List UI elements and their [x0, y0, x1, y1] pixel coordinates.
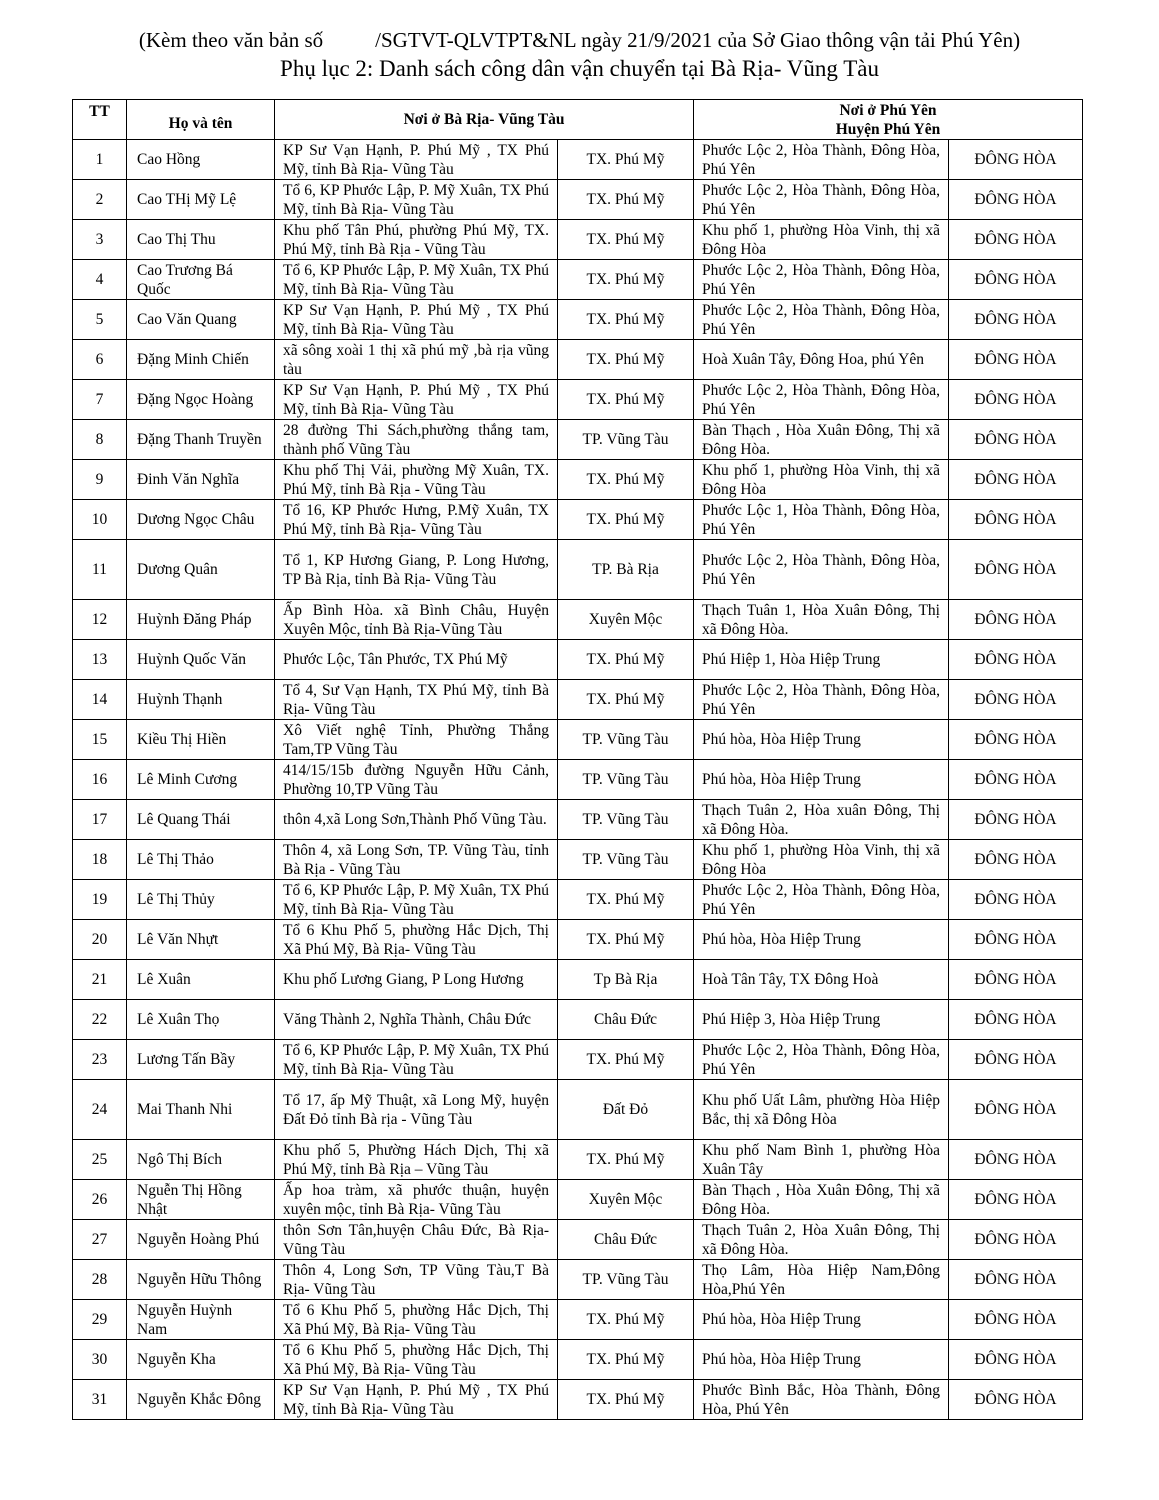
cell-brvt-address: KP Sư Vạn Hạnh, P. Phú Mỹ , TX Phú Mỹ, tỉnh Bà Rịa- Vũng Tàu [275, 140, 558, 180]
cell-name: Cao THị Mỹ Lệ [127, 180, 275, 220]
citizen-list-table [72, 99, 1083, 1420]
cell-py-address: Phước Lộc 2, Hòa Thành, Đông Hòa, Phú Yên [694, 1040, 949, 1080]
cell-name: Nguyễn Hữu Thông [127, 1260, 275, 1300]
cell-tt: 12 [73, 600, 127, 640]
cell-brvt-district: TX. Phú Mỹ [558, 380, 694, 420]
cell-py-district: ĐÔNG HÒA [949, 1300, 1083, 1340]
cell-name: Lê Thị Thảo [127, 840, 275, 880]
cell-py-district: ĐÔNG HÒA [949, 340, 1083, 380]
cell-brvt-address: Tổ 1, KP Hương Giang, P. Long Hương, TP Bà Rịa, tỉnh Bà Rịa- Vũng Tàu [275, 540, 558, 600]
cell-brvt-district: Châu Đức [558, 1220, 694, 1260]
cell-name: Lê Minh Cương [127, 760, 275, 800]
cell-py-address: Thạch Tuân 1, Hòa Xuân Đông, Thị xã Đông Hòa. [694, 600, 949, 640]
cell-py-district: ĐÔNG HÒA [949, 260, 1083, 300]
table-row [73, 500, 1083, 540]
table-row [73, 800, 1083, 840]
cell-brvt-address: Khu phố Lương Giang, P Long Hương [275, 960, 558, 1000]
cell-py-district: ĐÔNG HÒA [949, 840, 1083, 880]
cell-brvt-address: Thôn 4, xã Long Sơn, TP. Vũng Tàu, tỉnh Bà Rịa - Vũng Tàu [275, 840, 558, 880]
cell-tt: 5 [73, 300, 127, 340]
cell-py-address: Phước Lộc 2, Hòa Thành, Đông Hòa, Phú Yên [694, 380, 949, 420]
cell-brvt-district: Đất Đỏ [558, 1080, 694, 1140]
cell-brvt-district: TX. Phú Mỹ [558, 300, 694, 340]
cell-py-address: Khu phố 1, phường Hòa Vinh, thị xã Đông Hòa [694, 840, 949, 880]
cell-py-address: Hoà Tân Tây, TX Đông Hoà [694, 960, 949, 1000]
cell-name: Ngô Thị Bích [127, 1140, 275, 1180]
reference-prefix: (Kèm theo văn bản số [138, 28, 324, 52]
cell-py-address: Thạch Tuân 2, Hòa Xuân Đông, Thị xã Đông Hòa. [694, 1220, 949, 1260]
cell-py-address: Phước Lộc 2, Hòa Thành, Đông Hòa, Phú Yên [694, 180, 949, 220]
cell-py-address: Phú hòa, Hòa Hiệp Trung [694, 1300, 949, 1340]
header-brvt-address: Nơi ở Bà Rịa- Vũng Tàu [275, 100, 694, 140]
cell-py-district: ĐÔNG HÒA [949, 1340, 1083, 1380]
header-py-line1: Nơi ở Phú Yên [839, 101, 937, 119]
cell-brvt-district: TX. Phú Mỹ [558, 340, 694, 380]
cell-tt: 19 [73, 880, 127, 920]
cell-brvt-address: Văng Thành 2, Nghĩa Thành, Châu Đức [275, 1000, 558, 1040]
cell-tt: 15 [73, 720, 127, 760]
cell-tt: 3 [73, 220, 127, 260]
table-row [73, 140, 1083, 180]
cell-py-district: ĐÔNG HÒA [949, 220, 1083, 260]
cell-name: Đinh Văn Nghĩa [127, 460, 275, 500]
cell-py-district: ĐÔNG HÒA [949, 880, 1083, 920]
cell-py-district: ĐÔNG HÒA [949, 1260, 1083, 1300]
cell-tt: 27 [73, 1220, 127, 1260]
cell-name: Lê Xuân Thọ [127, 1000, 275, 1040]
table-row [73, 1040, 1083, 1080]
cell-brvt-district: TP. Vũng Tàu [558, 720, 694, 760]
cell-py-address: Phú hòa, Hòa Hiệp Trung [694, 720, 949, 760]
cell-tt: 16 [73, 760, 127, 800]
cell-py-district: ĐÔNG HÒA [949, 920, 1083, 960]
cell-brvt-address: Khu phố Tân Phú, phường Phú Mỹ, TX. Phú Mỹ, tỉnh Bà Rịa - Vũng Tàu [275, 220, 558, 260]
cell-brvt-address: 28 đường Thi Sách,phường thắng tam, thành phố Vũng Tàu [275, 420, 558, 460]
cell-brvt-address: Thôn 4, Long Sơn, TP Vũng Tàu,T Bà Rịa- Vũng Tàu [275, 1260, 558, 1300]
cell-tt: 23 [73, 1040, 127, 1080]
cell-brvt-district: TX. Phú Mỹ [558, 1340, 694, 1380]
cell-brvt-district: TX. Phú Mỹ [558, 500, 694, 540]
cell-py-district: ĐÔNG HÒA [949, 720, 1083, 760]
table-row [73, 260, 1083, 300]
cell-py-address: Phú hòa, Hòa Hiệp Trung [694, 760, 949, 800]
cell-name: Lương Tấn Bầy [127, 1040, 275, 1080]
cell-tt: 17 [73, 800, 127, 840]
cell-name: Lê Xuân [127, 960, 275, 1000]
cell-py-address: Khu phố Uất Lâm, phường Hòa Hiệp Bắc, thị xã Đông Hòa [694, 1080, 949, 1140]
cell-py-district: ĐÔNG HÒA [949, 800, 1083, 840]
cell-brvt-district: TX. Phú Mỹ [558, 1040, 694, 1080]
cell-name: Nguyễn Khắc Đông [127, 1380, 275, 1420]
cell-py-district: ĐÔNG HÒA [949, 640, 1083, 680]
cell-py-address: Phước Lộc 2, Hòa Thành, Đông Hòa, Phú Yên [694, 880, 949, 920]
cell-py-address: Khu phố 1, phường Hòa Vinh, thị xã Đông Hòa [694, 460, 949, 500]
cell-brvt-address: 414/15/15b đường Nguyễn Hữu Cảnh, Phường 10,TP Vũng Tàu [275, 760, 558, 800]
cell-brvt-district: TX. Phú Mỹ [558, 920, 694, 960]
cell-brvt-district: TX. Phú Mỹ [558, 140, 694, 180]
cell-brvt-address: Tổ 16, KP Phước Hưng, P.Mỹ Xuân, TX Phú Mỹ, tỉnh Bà Rịa- Vũng Tàu [275, 500, 558, 540]
cell-brvt-district: TX. Phú Mỹ [558, 180, 694, 220]
cell-py-address: Phước Lộc 2, Hòa Thành, Đông Hòa, Phú Yên [694, 680, 949, 720]
cell-brvt-address: Tổ 6 Khu Phố 5, phường Hắc Dịch, Thị Xã Phú Mỹ, Bà Rịa- Vũng Tàu [275, 1340, 558, 1380]
cell-brvt-address: Phước Lộc, Tân Phước, TX Phú Mỹ [275, 640, 558, 680]
cell-name: Đặng Ngọc Hoàng [127, 380, 275, 420]
cell-tt: 25 [73, 1140, 127, 1180]
cell-name: Nguễn Thị Hồng Nhật [127, 1180, 275, 1220]
cell-name: Nguyễn Kha [127, 1340, 275, 1380]
cell-name: Nguyễn Huỳnh Nam [127, 1300, 275, 1340]
cell-py-address: Phước Bình Bắc, Hòa Thành, Đông Hòa, Phú Yên [694, 1380, 949, 1420]
cell-name: Mai Thanh Nhi [127, 1080, 275, 1140]
cell-tt: 26 [73, 1180, 127, 1220]
cell-brvt-district: Xuyên Mộc [558, 1180, 694, 1220]
cell-brvt-address: Tổ 4, Sư Vạn Hạnh, TX Phú Mỹ, tỉnh Bà Rịa- Vũng Tàu [275, 680, 558, 720]
cell-brvt-address: thôn Sơn Tân,huyện Châu Đức, Bà Rịa-Vũng Tàu [275, 1220, 558, 1260]
cell-brvt-address: Tổ 6, KP Phước Lập, P. Mỹ Xuân, TX Phú Mỹ, tỉnh Bà Rịa- Vũng Tàu [275, 260, 558, 300]
cell-brvt-district: TX. Phú Mỹ [558, 260, 694, 300]
cell-brvt-district: TX. Phú Mỹ [558, 1140, 694, 1180]
cell-brvt-address: Ấp hoa tràm, xã phước thuận, huyện xuyên mộc, tỉnh Bà Rịa- Vũng Tàu [275, 1180, 558, 1220]
cell-tt: 29 [73, 1300, 127, 1340]
cell-py-address: Thọ Lâm, Hòa Hiệp Nam,Đông Hòa,Phú Yên [694, 1260, 949, 1300]
cell-tt: 30 [73, 1340, 127, 1380]
reference-suffix: /SGTVT-QLVTPT&NL ngày 21/9/2021 của Sở Giao thông vận tải Phú Yên) [375, 28, 1021, 52]
cell-py-district: ĐÔNG HÒA [949, 1000, 1083, 1040]
cell-py-district: ĐÔNG HÒA [949, 600, 1083, 640]
cell-brvt-district: TP. Bà Rịa [558, 540, 694, 600]
table-row [73, 960, 1083, 1000]
cell-tt: 13 [73, 640, 127, 680]
cell-brvt-address: thôn 4,xã Long Sơn,Thành Phố Vũng Tàu. [275, 800, 558, 840]
document-reference-line [0, 28, 1159, 53]
cell-brvt-address: Tổ 6, KP Phước Lập, P. Mỹ Xuân, TX Phú Mỹ, tỉnh Bà Rịa- Vũng Tàu [275, 180, 558, 220]
cell-py-address: Hoà Xuân Tây, Đông Hoa, phú Yên [694, 340, 949, 380]
cell-tt: 7 [73, 380, 127, 420]
cell-brvt-district: Châu Đức [558, 1000, 694, 1040]
table-row [73, 180, 1083, 220]
cell-name: Đặng Thanh Truyền [127, 420, 275, 460]
table-row [73, 420, 1083, 460]
cell-py-district: ĐÔNG HÒA [949, 540, 1083, 600]
table-row [73, 680, 1083, 720]
cell-py-district: ĐÔNG HÒA [949, 1040, 1083, 1080]
table-header-row [73, 100, 1083, 140]
cell-py-address: Phước Lộc 1, Hòa Thành, Đông Hòa, Phú Yên [694, 500, 949, 540]
table-row [73, 1380, 1083, 1420]
cell-py-address: Phước Lộc 2, Hòa Thành, Đông Hòa, Phú Yên [694, 300, 949, 340]
cell-brvt-address: Tổ 6, KP Phước Lập, P. Mỹ Xuân, TX Phú Mỹ, tỉnh Bà Rịa- Vũng Tàu [275, 880, 558, 920]
cell-py-district: ĐÔNG HÒA [949, 460, 1083, 500]
table-row [73, 300, 1083, 340]
cell-brvt-address: Khu phố 5, Phường Hách Dịch, Thị xã Phú Mỹ, tỉnh Bà Rịa – Vũng Tàu [275, 1140, 558, 1180]
cell-brvt-district: Tp Bà Rịa [558, 960, 694, 1000]
cell-tt: 20 [73, 920, 127, 960]
cell-py-district: ĐÔNG HÒA [949, 1180, 1083, 1220]
cell-tt: 2 [73, 180, 127, 220]
cell-py-address: Phú Hiệp 3, Hòa Hiệp Trung [694, 1000, 949, 1040]
cell-brvt-address: Tổ 6, KP Phước Lập, P. Mỹ Xuân, TX Phú Mỹ, tỉnh Bà Rịa- Vũng Tàu [275, 1040, 558, 1080]
table-row [73, 380, 1083, 420]
cell-py-district: ĐÔNG HÒA [949, 380, 1083, 420]
header-py-address [694, 100, 1083, 140]
cell-py-district: ĐÔNG HÒA [949, 1220, 1083, 1260]
cell-py-district: ĐÔNG HÒA [949, 760, 1083, 800]
cell-py-district: ĐÔNG HÒA [949, 680, 1083, 720]
cell-brvt-address: Xô Viết nghệ Tỉnh, Phường Thắng Tam,TP Vũng Tàu [275, 720, 558, 760]
cell-py-address: Bàn Thạch , Hòa Xuân Đông, Thị xã Đông Hòa. [694, 420, 949, 460]
cell-brvt-district: TP. Vũng Tàu [558, 800, 694, 840]
cell-brvt-address: Khu phố Thị Vải, phường Mỹ Xuân, TX. Phú Mỹ, tỉnh Bà Rịa - Vũng Tàu [275, 460, 558, 500]
cell-name: Dương Quân [127, 540, 275, 600]
cell-tt: 11 [73, 540, 127, 600]
cell-name: Nguyễn Hoàng Phú [127, 1220, 275, 1260]
header-tt: TT [73, 100, 127, 140]
cell-brvt-address: KP Sư Vạn Hạnh, P. Phú Mỹ , TX Phú Mỹ, tỉnh Bà Rịa- Vũng Tàu [275, 300, 558, 340]
cell-brvt-district: TP. Vũng Tàu [558, 420, 694, 460]
cell-brvt-address: Ấp Bình Hòa. xã Bình Châu, Huyện Xuyên Mộc, tỉnh Bà Rịa-Vũng Tàu [275, 600, 558, 640]
cell-brvt-district: TX. Phú Mỹ [558, 1380, 694, 1420]
cell-name: Huỳnh Đăng Pháp [127, 600, 275, 640]
cell-brvt-district: TX. Phú Mỹ [558, 680, 694, 720]
cell-py-address: Phú Hiệp 1, Hòa Hiệp Trung [694, 640, 949, 680]
table-row [73, 1340, 1083, 1380]
table-row [73, 460, 1083, 500]
cell-name: Dương Ngọc Châu [127, 500, 275, 540]
cell-brvt-district: TX. Phú Mỹ [558, 880, 694, 920]
cell-brvt-district: Xuyên Mộc [558, 600, 694, 640]
cell-name: Cao Thị Thu [127, 220, 275, 260]
cell-brvt-address: Tổ 6 Khu Phố 5, phường Hắc Dịch, Thị Xã Phú Mỹ, Bà Rịa- Vũng Tàu [275, 920, 558, 960]
cell-py-address: Phước Lộc 2, Hòa Thành, Đông Hòa, Phú Yên [694, 540, 949, 600]
cell-py-district: ĐÔNG HÒA [949, 960, 1083, 1000]
table-row [73, 1000, 1083, 1040]
cell-brvt-address: KP Sư Vạn Hạnh, P. Phú Mỹ , TX Phú Mỹ, tỉnh Bà Rịa- Vũng Tàu [275, 1380, 558, 1420]
table-row [73, 1220, 1083, 1260]
cell-brvt-district: TX. Phú Mỹ [558, 460, 694, 500]
cell-brvt-address: Tổ 6 Khu Phố 5, phường Hắc Dịch, Thị Xã Phú Mỹ, Bà Rịa- Vũng Tàu [275, 1300, 558, 1340]
cell-py-district: ĐÔNG HÒA [949, 140, 1083, 180]
table-row [73, 720, 1083, 760]
cell-tt: 28 [73, 1260, 127, 1300]
cell-brvt-district: TX. Phú Mỹ [558, 1300, 694, 1340]
cell-name: Đặng Minh Chiến [127, 340, 275, 380]
cell-name: Cao Trương Bá Quốc [127, 260, 275, 300]
table-row [73, 600, 1083, 640]
cell-py-district: ĐÔNG HÒA [949, 1080, 1083, 1140]
table-row [73, 640, 1083, 680]
cell-name: Cao Hồng [127, 140, 275, 180]
table-row [73, 1180, 1083, 1220]
cell-name: Lê Thị Thủy [127, 880, 275, 920]
cell-py-address: Phước Lộc 2, Hòa Thành, Đông Hòa, Phú Yên [694, 140, 949, 180]
cell-py-address: Thạch Tuân 2, Hòa xuân Đông, Thị xã Đông Hòa. [694, 800, 949, 840]
table-row [73, 920, 1083, 960]
cell-tt: 24 [73, 1080, 127, 1140]
cell-tt: 14 [73, 680, 127, 720]
cell-tt: 4 [73, 260, 127, 300]
cell-brvt-district: TX. Phú Mỹ [558, 640, 694, 680]
cell-py-district: ĐÔNG HÒA [949, 500, 1083, 540]
table-row [73, 880, 1083, 920]
cell-py-district: ĐÔNG HÒA [949, 300, 1083, 340]
cell-py-address: Khu phố Nam Bình 1, phường Hòa Xuân Tây [694, 1140, 949, 1180]
table-row [73, 340, 1083, 380]
cell-tt: 10 [73, 500, 127, 540]
cell-brvt-address: xã sông xoài 1 thị xã phú mỹ ,bà rịa vũng tàu [275, 340, 558, 380]
header-name: Họ và tên [127, 100, 275, 140]
cell-name: Lê Quang Thái [127, 800, 275, 840]
cell-py-district: ĐÔNG HÒA [949, 180, 1083, 220]
cell-tt: 1 [73, 140, 127, 180]
cell-brvt-address: KP Sư Vạn Hạnh, P. Phú Mỹ , TX Phú Mỹ, tỉnh Bà Rịa- Vũng Tàu [275, 380, 558, 420]
cell-tt: 21 [73, 960, 127, 1000]
cell-py-district: ĐÔNG HÒA [949, 1140, 1083, 1180]
table-body [73, 140, 1083, 1420]
cell-tt: 18 [73, 840, 127, 880]
cell-py-address: Phú hòa, Hòa Hiệp Trung [694, 920, 949, 960]
table-row [73, 1080, 1083, 1140]
cell-brvt-district: TP. Vũng Tàu [558, 840, 694, 880]
cell-py-district: ĐÔNG HÒA [949, 420, 1083, 460]
table-row [73, 760, 1083, 800]
table-row [73, 220, 1083, 260]
cell-tt: 6 [73, 340, 127, 380]
header-py-line2: Huyện Phú Yên [835, 120, 941, 138]
appendix-title: Phụ lục 2: Danh sách công dân vận chuyển tại Bà Rịa- Vũng Tàu [280, 56, 879, 81]
cell-brvt-address: Tổ 17, ấp Mỹ Thuật, xã Long Mỹ, huyện Đất Đỏ tỉnh Bà rịa - Vũng Tàu [275, 1080, 558, 1140]
cell-name: Kiều Thị Hiền [127, 720, 275, 760]
cell-name: Cao Văn Quang [127, 300, 275, 340]
cell-py-address: Bàn Thạch , Hòa Xuân Đông, Thị xã Đông Hòa. [694, 1180, 949, 1220]
cell-py-address: Phước Lộc 2, Hòa Thành, Đông Hòa, Phú Yên [694, 260, 949, 300]
cell-tt: 22 [73, 1000, 127, 1040]
table-row [73, 840, 1083, 880]
cell-brvt-district: TP. Vũng Tàu [558, 1260, 694, 1300]
table-row [73, 1140, 1083, 1180]
cell-py-district: ĐÔNG HÒA [949, 1380, 1083, 1420]
cell-tt: 8 [73, 420, 127, 460]
cell-name: Lê Văn Nhựt [127, 920, 275, 960]
table-row [73, 1300, 1083, 1340]
cell-tt: 31 [73, 1380, 127, 1420]
table-row [73, 540, 1083, 600]
cell-brvt-district: TX. Phú Mỹ [558, 220, 694, 260]
cell-py-address: Phú hòa, Hòa Hiệp Trung [694, 1340, 949, 1380]
cell-name: Huỳnh Thạnh [127, 680, 275, 720]
cell-name: Huỳnh Quốc Văn [127, 640, 275, 680]
cell-py-address: Khu phố 1, phường Hòa Vinh, thị xã Đông Hòa [694, 220, 949, 260]
table-row [73, 1260, 1083, 1300]
cell-tt: 9 [73, 460, 127, 500]
cell-brvt-district: TP. Vũng Tàu [558, 760, 694, 800]
